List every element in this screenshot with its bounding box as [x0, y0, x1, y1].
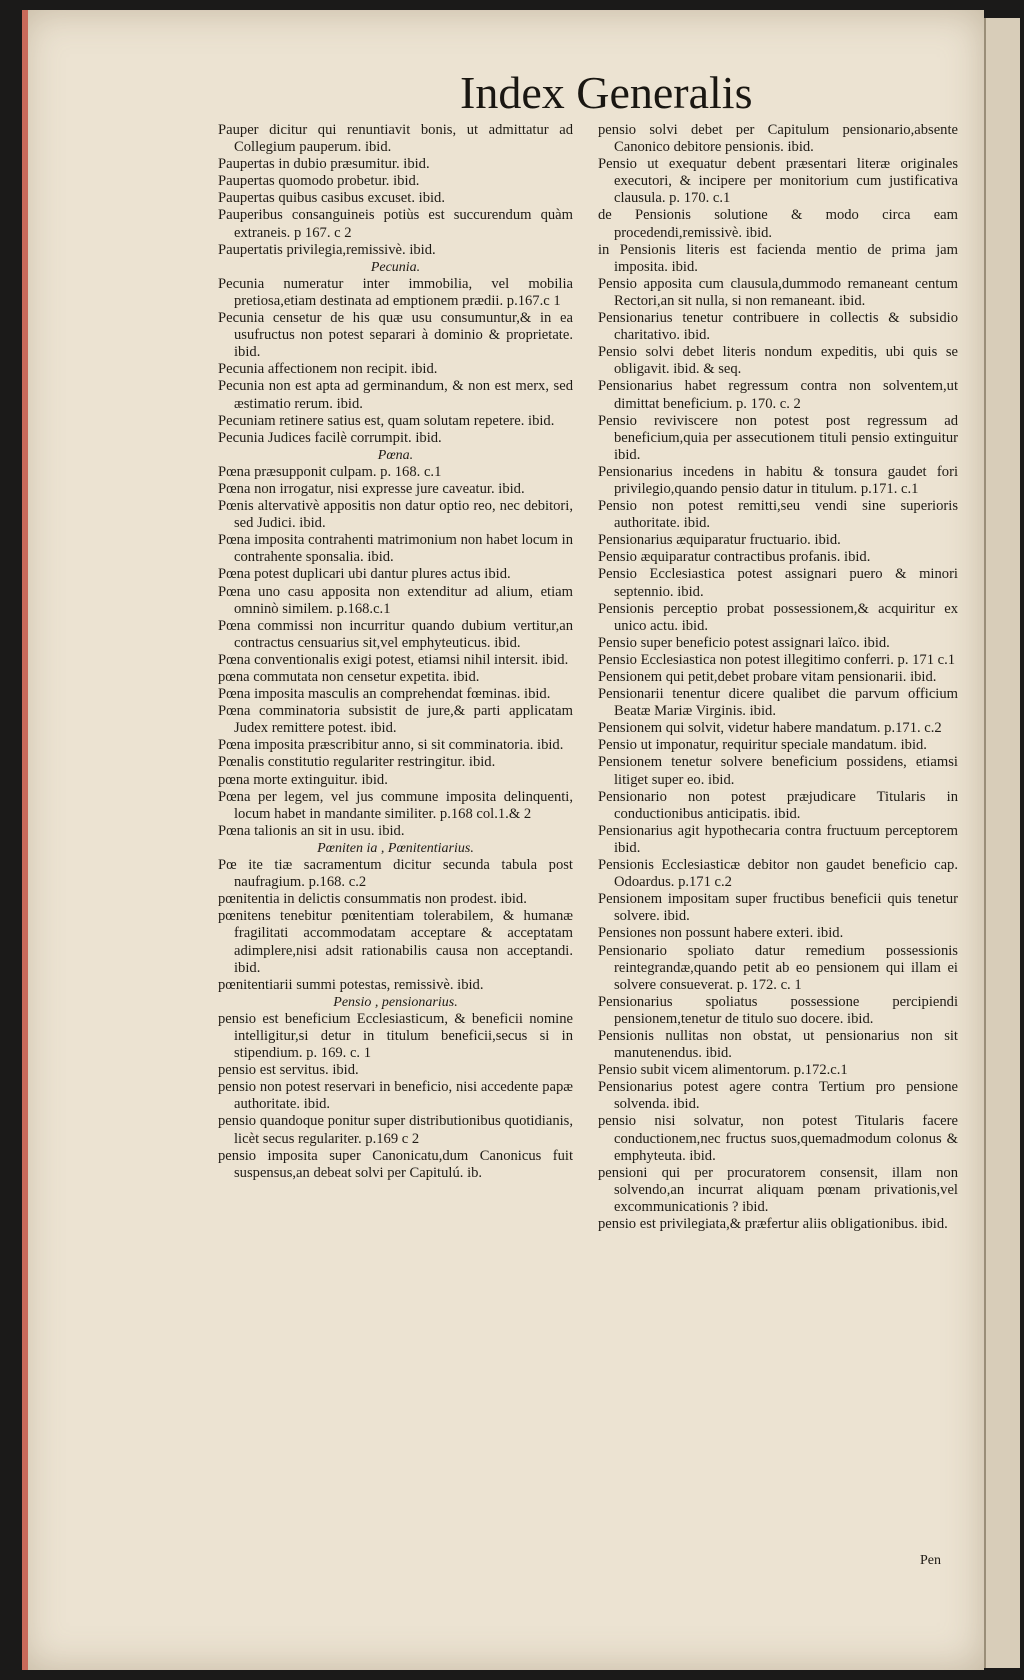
- index-entry: [598, 1113, 958, 1164]
- entry-text: Pensio apposita cum clausula,dummodo remaneant centum Rectori,an sit nulla, si non remaneant.: [598, 275, 958, 309]
- index-entry: [598, 994, 958, 1028]
- entry-text: Pœnis altervativè appositis non datur optio reo, nec debitori, sed Judici.: [218, 498, 573, 532]
- index-entry: [218, 686, 573, 703]
- entry-text: pensio imposita super Canonicatu,dum Canonicus fuit suspensus,an debeat solvi per Capitulú.: [218, 1147, 573, 1181]
- entry-text: Pauperibus consanguineis potiùs est succurendum quàm extraneis.: [218, 207, 573, 241]
- entry-text: Pensio ut imponatur, requiritur speciale mandatum.: [598, 737, 897, 754]
- index-entry: [218, 413, 573, 430]
- entry-page-reference: ibid.: [403, 156, 430, 173]
- entry-text: Pœna imposita contrahenti matrimonium non habet locum in contrahente sponsalia.: [218, 532, 573, 566]
- entry-page-reference: ibid.: [299, 515, 326, 532]
- entry-page-reference: p. 172. c. 1: [736, 976, 802, 993]
- entry-page-reference: ibid.: [453, 669, 480, 685]
- entry-text: Pœna præsupponit culpam.: [218, 463, 377, 480]
- index-entry: [218, 156, 573, 173]
- entry-page-reference: ibid.: [681, 617, 709, 634]
- entry-text: Pensionarius tenetur contribuere in collectis & subsidio charitativo.: [598, 310, 958, 344]
- index-entry: [598, 1216, 958, 1233]
- entry-text: Pensionarius potest agere contra Tertium pro pensione solvenda.: [598, 1079, 958, 1113]
- index-entry: [218, 122, 573, 156]
- index-entry: [218, 754, 573, 771]
- index-entry: [598, 242, 958, 276]
- index-entry: [218, 378, 573, 412]
- entry-page-reference: ibid.: [234, 959, 261, 976]
- index-entry: [218, 207, 573, 241]
- entry-text: Pensio Ecclesiastica non potest illegitimo conferri.: [598, 651, 894, 668]
- entry-page-reference: ibid.: [537, 737, 564, 754]
- entry-text: Pecunia censetur de his quæ usu consumuntur,& in ea usufructus non potest separari à dominio & proprietate.: [218, 310, 573, 344]
- entry-page-reference: p. 170. c.1: [669, 190, 731, 207]
- entry-page-reference: ibid.: [528, 412, 555, 429]
- index-entry: [218, 908, 573, 976]
- entry-text: Pensionem impositam super fructibus beneficii quis tenetur solvere.: [598, 891, 958, 925]
- entry-page-reference: ibid.: [863, 634, 890, 651]
- index-entry: [218, 618, 573, 652]
- entry-text: Pensio super beneficio potest assignari laïco.: [598, 634, 860, 651]
- index-entry: [218, 669, 573, 686]
- entry-page-reference: ibid.: [541, 651, 569, 668]
- index-entry: [218, 1113, 573, 1147]
- entry-page-reference: ibid.: [393, 173, 420, 190]
- entry-text: pensioni qui per procuratorem consensit, illam non solvendo,an incurrat aliquam pœnam privationis,vel excommunicationis ?: [598, 1164, 958, 1215]
- entry-text: Pensio solvi debet literis nondum expeditis, ubi quis se obligavit.: [598, 344, 958, 378]
- entry-page-reference: ibid.: [500, 891, 527, 908]
- entry-text: Pœ ite tiæ sacramentum dicitur secunda tabula post naufragium.: [218, 857, 573, 891]
- entry-page-reference: p. 169. c. 1: [306, 1045, 372, 1062]
- entry-page-reference: p.168. c.2: [308, 874, 367, 891]
- entry-text: Pœna conventionalis exigi potest, etiamsi nihil intersit.: [218, 651, 539, 668]
- right-column: [598, 122, 958, 1233]
- index-entry: [218, 1011, 573, 1062]
- entry-page-reference: p.168.c.1: [336, 600, 391, 617]
- entry-text: Paupertas quibus casibus excuset.: [218, 190, 415, 207]
- entry-text: pensio nisi solvatur, non potest Titularis facere conductionem,nec fructus suos,quemadmodum colonus & emphyteuta.: [598, 1113, 958, 1164]
- entry-page-reference: ibid.: [364, 139, 392, 156]
- entry-text: Pensiones non possunt habere exteri.: [598, 925, 814, 942]
- index-entry: [218, 703, 573, 737]
- index-entry: [598, 635, 958, 652]
- entry-text: Pensio subit vicem alimentorum.: [598, 1062, 791, 1079]
- index-entry: [218, 310, 573, 361]
- section-heading: Pœna.: [377, 447, 414, 463]
- index-entry: [598, 925, 958, 942]
- entry-text: Pensionarius incedens in habitu & tonsura gaudet fori privilegio,quando pensio datur in titulum.: [598, 463, 958, 497]
- index-entry: [598, 156, 958, 207]
- index-entry: [598, 737, 958, 754]
- index-entry: [218, 857, 573, 891]
- index-entry: [598, 413, 958, 464]
- entry-page-reference: ibid.: [838, 292, 866, 309]
- entry-text: Pecuniam retinere satius est, quam solutam repetere.: [218, 412, 525, 429]
- index-entry: [218, 361, 573, 378]
- index-entry: [218, 1079, 573, 1113]
- entry-page-reference: ibid.: [814, 532, 841, 549]
- entry-text: Pensio æquiparatur contractibus profanis.: [598, 549, 841, 566]
- index-entry: [218, 1062, 573, 1079]
- entry-page-reference: ibid.: [411, 361, 438, 378]
- entry-page-reference: p.167.c 1: [506, 292, 561, 309]
- entry-page-reference: ibid.: [787, 139, 814, 156]
- entry-page-reference: p.168 col.1.& 2: [439, 805, 532, 822]
- entry-text: pœnitentia in delictis consummatis non prodest.: [218, 891, 497, 908]
- index-entry: [218, 532, 573, 566]
- index-entry: [218, 823, 573, 840]
- entry-page-reference: ibid.: [663, 908, 690, 925]
- entry-page-reference: ibid.: [816, 925, 844, 942]
- entry-text: Pœna non irrogatur, nisi expresse jure caveatur.: [218, 480, 495, 497]
- entry-page-reference: ibid.: [745, 224, 773, 241]
- entry-text: Pœna uno casu apposita non extenditur ad alium, etiam omninò similem.: [218, 583, 573, 617]
- page-title: Index Generalis: [460, 67, 753, 118]
- index-entry: [598, 1028, 958, 1062]
- entry-text: pœna morte extinguitur.: [218, 771, 358, 788]
- entry-text: Pecunia numeratur inter immobilia, vel mobilia pretiosa,etiam destinata ad emptionem prædii.: [218, 275, 573, 309]
- entry-text: Pœnalis constitutio regulariter restringitur.: [218, 754, 466, 771]
- entry-text: Pecunia Judices facilè corrumpit.: [218, 429, 412, 446]
- entry-page-reference: ibid.: [484, 566, 511, 583]
- entry-page-reference: ibid.: [361, 771, 388, 788]
- index-entry: [598, 310, 958, 344]
- entry-page-reference: p.169 c 2: [365, 1130, 420, 1147]
- index-entry: [598, 344, 958, 378]
- entry-page-reference: ibid.: [708, 771, 735, 788]
- index-entry: [598, 601, 958, 635]
- entry-page-reference: p.171 c.2: [678, 874, 732, 891]
- section-heading: Pœniten ia , Pœnitentiarius.: [317, 840, 474, 856]
- index-entry: [218, 1148, 573, 1182]
- index-entry: [218, 652, 573, 669]
- entry-page-reference: ibid.: [705, 1045, 732, 1062]
- binding-edge: [22, 10, 28, 1670]
- entry-text: pœna commutata non censetur expetita.: [218, 669, 450, 685]
- index-entry: [598, 1165, 958, 1216]
- entry-text: Pensionarius æquiparatur fructuario.: [598, 532, 811, 549]
- entry-page-reference: ibid.: [774, 805, 801, 822]
- index-entry: [598, 207, 958, 241]
- entry-page-reference: ibid. & seq.: [673, 361, 742, 378]
- entry-text: pensio est servitus.: [218, 1062, 329, 1079]
- index-entry: [598, 549, 958, 566]
- index-entry: [218, 566, 573, 583]
- index-entry: [598, 1062, 958, 1079]
- entry-text: Pensionem tenetur solvere beneficium possidens, etiamsi litiget super eo.: [598, 754, 958, 788]
- entry-page-reference: p. 171 c.1: [897, 651, 956, 668]
- entry-text: pœnitentiarii summi potestas, remissivè.: [218, 976, 454, 993]
- entry-text: pensio est privilegiata,& præfertur aliis obligationibus.: [598, 1216, 918, 1232]
- entry-text: in Pensionis literis est facienda mentio de prima jam imposita.: [598, 241, 958, 275]
- section-heading: Pensio , pensionarius.: [333, 994, 458, 1010]
- index-entry: [598, 122, 958, 156]
- entry-text: Pensionem qui solvit, videtur habere mandatum.: [598, 720, 881, 737]
- entry-text: Pœna commissi non incurritur quando dubium vertitur,an contractus censuarius sit,vel emphyteuticus.: [218, 617, 573, 651]
- entry-page-reference: ibid.: [677, 583, 704, 600]
- entry-page-reference: ibid.: [749, 703, 776, 720]
- entry-page-reference: ibid.: [336, 395, 363, 412]
- entry-page-reference: ibid.: [847, 1010, 874, 1027]
- index-entry: [218, 891, 573, 908]
- index-entry: [218, 242, 573, 259]
- entry-text: Pensionarius spoliatus possessione percipiendi pensionem,tenetur de titulo suo docere.: [598, 993, 958, 1027]
- entry-page-reference: ibid.: [524, 686, 551, 703]
- entry-text: Pensio ut exequatur debent præsentari literæ originales executori, & incipere per monitorium cum justificativa clausula.: [598, 156, 958, 207]
- entry-text: pensio est beneficium Ecclesiasticum, & beneficii nomine intelligitur,si detur in titulum beneficii,secus si in stipendium.: [218, 1010, 573, 1062]
- entry-page-reference: ibid.: [683, 515, 711, 532]
- index-entry: [598, 943, 958, 994]
- index-entry: [218, 584, 573, 618]
- index-entry: [598, 686, 958, 720]
- entry-text: pensio quandoque ponitur super distributionibus quotidianis, licèt secus regulariter.: [218, 1113, 573, 1147]
- entry-text: Pecunia affectionem non recipit.: [218, 361, 408, 378]
- entry-text: Paupertatis privilegia,remissivè.: [218, 241, 406, 258]
- entry-page-reference: ibid.: [900, 737, 927, 754]
- entry-text: Pensionarius agit hypothecaria contra fructuum perceptorem: [598, 822, 958, 839]
- entry-page-reference: ibid.: [494, 634, 521, 651]
- entry-page-reference: ibid.: [303, 1096, 331, 1113]
- index-entry: [218, 190, 573, 207]
- index-entry: [598, 754, 958, 788]
- entry-page-reference: ibid.: [498, 480, 525, 497]
- index-entry: [218, 173, 573, 190]
- entry-page-reference: ibid.: [418, 190, 445, 207]
- index-entry: [598, 378, 958, 412]
- entry-page-reference: p 167. c 2: [293, 224, 352, 241]
- index-entry: [218, 977, 573, 994]
- entry-page-reference: ibid.: [671, 258, 698, 275]
- entry-text: pœnitens tenebitur pœnitentiam tolerabilem, & humanæ fragilitati accommodatam acceptare & acceptatam adimplere,nisi adsit rationabilis causa non acceptandi.: [218, 908, 573, 959]
- entry-page-reference: ibid.: [457, 976, 484, 993]
- entry-page-reference: ibid.: [689, 1147, 716, 1164]
- entry-text: Pensionis nullitas non obstat, ut pensionarius non sit manutenendus.: [598, 1027, 958, 1062]
- entry-text: Pensionarii tenentur dicere qualibet die parvum officium Beatæ Mariæ Virginis.: [598, 686, 958, 720]
- entry-text: Pœna comminatoria subsistit de jure,& parti applicatam Judex remittere potest.: [218, 703, 573, 737]
- entry-page-reference: ibid.: [742, 1198, 769, 1215]
- index-entry: [598, 532, 958, 549]
- entry-page-reference: ibid.: [614, 839, 641, 856]
- index-entry: [598, 891, 958, 925]
- index-entry: [598, 498, 958, 532]
- index-entry: [598, 669, 958, 686]
- entry-text: Pœna per legem, vel jus commune imposita delinquenti, locum habet in mandante similiter.: [218, 788, 573, 822]
- entry-text: Pœna potest duplicari ubi dantur plures actus: [218, 566, 481, 583]
- entry-page-reference: ibid.: [844, 549, 871, 566]
- entry-text: Pensionem qui petit,debet probare vitam pensionarii.: [598, 669, 907, 685]
- section-heading: Pecunia.: [370, 259, 421, 275]
- entry-page-reference: ibid.: [367, 549, 394, 566]
- entry-text: pensio non potest reservari in beneficio, nisi accedente papæ authoritate.: [218, 1079, 573, 1113]
- index-entry: [218, 430, 573, 447]
- index-entry: [598, 1079, 958, 1113]
- entry-page-reference: ib.: [467, 1164, 483, 1181]
- index-entry: [598, 857, 958, 891]
- entry-text: Pensionis perceptio probat possessionem,& acquiritur ex unico actu.: [598, 600, 958, 634]
- entry-page-reference: ibid.: [378, 822, 405, 839]
- entry-page-reference: ibid.: [234, 344, 261, 361]
- left-column: [218, 122, 573, 1182]
- entry-page-reference: ibid.: [921, 1216, 948, 1232]
- entry-text: Pœna talionis an sit in usu.: [218, 822, 375, 839]
- entry-text: Paupertas in dubio præsumitur.: [218, 156, 400, 173]
- entry-text: Pensio non potest remitti,seu vendi sine superioris authoritate.: [598, 498, 958, 532]
- entry-text: Pensio reviviscere non potest post regressum ad beneficium,quia per assecutionem tituli pensio extinguitur: [598, 412, 958, 446]
- index-entry: [598, 276, 958, 310]
- catchword: Pen: [920, 1553, 941, 1568]
- index-entry: [598, 464, 958, 498]
- entry-text: Pecunia non est apta ad germinandum, & non est merx, sed æstimatio rerum.: [218, 378, 573, 412]
- entry-text: Pœna imposita præscribitur anno, si sit comminatoria.: [218, 737, 534, 754]
- index-entry: [218, 789, 573, 823]
- next-page-edge: [984, 18, 1020, 1668]
- index-entry: [598, 566, 958, 600]
- entry-text: Pensionario non potest præjudicare Titularis in conductionibus anticipatis.: [598, 788, 958, 822]
- index-entry: [218, 772, 573, 789]
- entry-page-reference: p.171. c.1: [860, 480, 919, 497]
- entry-text: Pensionarius habet regressum contra non solventem,ut dimittat beneficium.: [598, 378, 958, 412]
- entry-text: Pensionis Ecclesiasticæ debitor non gaudet beneficio cap. Odoardus.: [598, 857, 958, 891]
- entry-page-reference: p.171. c.2: [884, 720, 942, 737]
- entry-text: de Pensionis solutione & modo circa eam procedendi,remissivè.: [598, 207, 958, 241]
- index-entry: [598, 823, 958, 857]
- entry-page-reference: ibid.: [910, 669, 937, 685]
- entry-text: Paupertas quomodo probetur.: [218, 173, 390, 190]
- entry-text: pensio solvi debet per Capitulum pensionario,absente Canonico debitore pensionis.: [598, 122, 958, 156]
- entry-page-reference: ibid.: [673, 1096, 700, 1113]
- entry-page-reference: ibid.: [409, 241, 436, 258]
- entry-page-reference: ibid.: [415, 429, 442, 446]
- index-entry: [598, 720, 958, 737]
- entry-page-reference: ibid.: [370, 720, 397, 737]
- entry-page-reference: p. 168. c.1: [380, 463, 442, 480]
- index-entry: [218, 481, 573, 498]
- index-entry: [218, 464, 573, 481]
- entry-page-reference: ibid.: [683, 327, 711, 344]
- entry-text: Pensio Ecclesiastica potest assignari puero & minori septennio.: [598, 566, 958, 600]
- entry-page-reference: ibid.: [468, 754, 496, 771]
- index-entry: [598, 789, 958, 823]
- index-entry: [218, 498, 573, 532]
- index-entry: [598, 652, 958, 669]
- entry-page-reference: p. 170. c. 2: [736, 395, 801, 412]
- entry-page-reference: ibid.: [614, 446, 641, 463]
- entry-page-reference: p.172.c.1: [793, 1062, 848, 1079]
- entry-page-reference: ibid.: [332, 1062, 359, 1079]
- index-entry: [218, 737, 573, 754]
- entry-text: Pœna imposita masculis an comprehendat fœminas.: [218, 686, 521, 703]
- index-entry: [218, 276, 573, 310]
- entry-text: Pauper dicitur qui renuntiavit bonis, ut admittatur ad Collegium pauperum.: [218, 122, 573, 156]
- entry-text: Pensionario spoliato datur remedium possessionis reintegrandæ,quando petit ab eo pensionem qui illam ei solvere consueverat.: [598, 942, 958, 993]
